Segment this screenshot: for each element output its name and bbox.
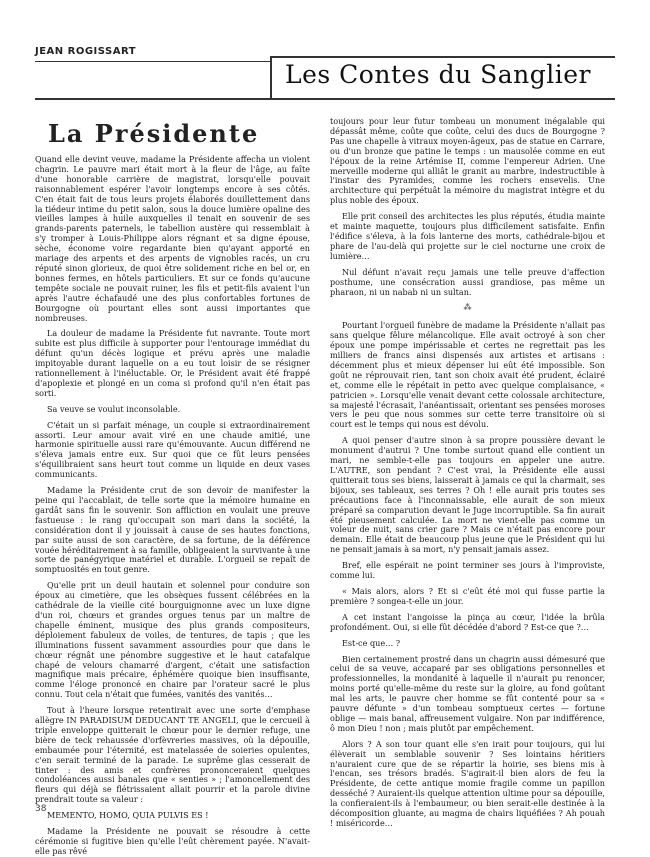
- header-rule: [35, 61, 270, 62]
- paragraph: Sa veuve se voulut inconsolable.: [47, 403, 181, 414]
- paragraph: « Mais alors, alors ? Et si c'eût été moi qui fusse partie la première ? songea-t-elle un jour.: [330, 585, 605, 606]
- paragraph: Tout à l'heure lorsque retentirait avec une sorte d'emphase allègre IN PARADISUM DEDUCANT TE ANGELI, que le cercueil à triple enveloppe quitterait le chœur pour le dernier refuge, une bière de teck rehaussée d'orfèvreries massives, où la dépouille, embaumée pour l'éternité, est matelassée de soieries opulentes, c'en serait terminé de la parade. Le suprême glas cesserait de tinter : des amis et confrères prononceraient quelques condoléances aussi banales que « senties » ; l'amoncellement des fleurs qui déjà se flétrissaient allait pourrir et la parole divine prendrait toute sa valeur :: [35, 705, 310, 805]
- paragraph: Est-ce que… ?: [342, 637, 401, 648]
- paragraph: La douleur de madame la Présidente fut navrante. Toute mort subite est plus difficile à supporter pour l'entourage immédiat du défunt qu'un décès logique et prévu après une maladie impitoyable durant laquelle on a eu tout loisir de se résigner rationnellement à l'inéluctable. Or, le Président avait été frappé d'apoplexie et plongé en un coma si profond qu'il n'en était pas sorti.: [35, 328, 310, 398]
- paragraph: C'était un si parfait ménage, un couple si extraordinairement assorti. Leur amour avait viré en une chaude amitié, une harmonie spirituelle aussi rare qu'émouvante. Aucun différend ne s'éleva jamais entre eux. Sur quoi que ce fût leurs pensées s'équilibraient sans heurt tout comme un liquide en deux vases communicants.: [35, 419, 310, 480]
- paragraph: Bref, elle espérait ne point terminer ses jours à l'improviste, comme lui.: [330, 560, 605, 581]
- story-title: La Présidente: [48, 119, 260, 148]
- section-ornament: ⁂: [463, 303, 472, 313]
- paragraph: A quoi penser d'autre sinon à sa propre poussière devant le monument d'autrui ? Une tombe surtout quand elle contient un mari, ne semble-t-elle pas toujours en appeler une autre. L'AUTRE, son pendant ? C'est vrai, la Présidente elle aussi quitterait tous ses biens, laisserait à jamais ce qui la charmait, ses bijoux, ses tableaux, ses terres ? Oh ! elle aurait pris toutes ses précautions face à l'inconnaissable, elle aurait de son mieux préparé sa comparution devant le Juge incorruptible. Sa fin aurait été pieusement calculée. La mort ne vient-elle pas comme un voleur de nuit, sans crier gare ? Mais ce n'était pas encore pour demain. Elle était de beaucoup plus jeune que le Président qui lui ne pensait jamais à sa mort, n'y pensait jamais assez.: [330, 435, 605, 555]
- paragraph: Nul défunt n'avait reçu jamais une telle preuve d'affection posthume, une consécration aussi grandiose, pas même un pharaon, ni un nabab ni un sultan.: [330, 266, 605, 297]
- paragraph: Qu'elle prit un deuil hautain et solennel pour conduire son époux au cimetière, que les obsèques fussent célébrées en la cathédrale de la vieille cité bourguignonne avec un luxe digne d'un roi, chœurs et grandes orgues tenus par un maître de chapelle éminent, musique des plus grands compositeurs, déploiement fabuleux de voiles, de tentures, de tapis ; que les illuminations fussent savamment assourdies pour que dans le chœur régnât une pénombre suggestive et le haut catafalque chapé de velours chamarré d'argent, c'était une satisfaction magnifique mais précaire, éphémère quoique bien insuffisante, comme l'éloge prononcé en chaire par l'orateur sacré le plus connu. Tout cela n'était que fumées, vanités des vanités…: [35, 580, 310, 700]
- author-name: JEAN ROGISSART: [35, 46, 137, 57]
- paragraph: Quand elle devint veuve, madame la Présidente affecha un violent chagrin. Le pauvre mari était mort à la fleur de l'âge, au faîte d'une honorable carrière de magistrat, lorsqu'elle pouvait raisonnablement espérer l'avoir longtemps encore à ses côtés. C'en était fait de tous leurs projets élaborés douillettement dans la tiédeur intime du petit salon, sous la douce lumière opaline des vieilles lampes à huile auxquelles il tenait en souvenir de ses grands-parents paternels, le tabellion austère qui ressemblait à s'y tromper à Louis-Philippe alors régnant et sa digne épouse, sèche, économe voire regardante bien qu'ayant apporté en mariage des arpents et des arpents de vignobles racés, un cru réputé sinon glorieux, de quoi être solidement riche en bel or, en bonnes fermes, en hôtels particuliers. Et sur ce fonds qu'aucune tempête sociale ne pouvait ruiner, les fils et petit-fils avaient l'un après l'autre échafaudé une des plus confortables fortunes de Bourgogne où pourtant elles sont aussi importantes que nombreuses.: [35, 154, 310, 323]
- paragraph: Madame la Présidente crut de son devoir de manifester la peine qui l'accablait, de telle sorte que la mémoire humaine en gardât sans fin le souvenir. Son affliction en voulait une preuve fastueuse : le rang qu'occupait son mari dans la société, la considération dont il y jouissait à cause de ses hautes fonctions, par suite aussi de son caractère, de sa fortune, de la déférence vouée héréditairement à sa famille, obligeaient la survivante à une sorte de panégyrique matériel et durable. L'orgueil se repaît de somptuosités en tout genre.: [35, 485, 310, 575]
- series-title: Les Contes du Sanglier: [285, 60, 591, 89]
- paragraph: Bien certainement prostré dans un chagrin aussi démesuré que celui de sa veuve, accaparé par ses obligations personnelles et professionnelles, la mondanité à laquelle il n'aurait pu renoncer, moins porté qu'elle-même du reste sur la gloire, au fond goûtant mal les arts, le pauvre cher homme se fût contenté pour sa « pauvre défunte » d'un tombeau somptueux certes — fortune oblige — mais banal, affreusement vulgaire. Non par indifférence, ô mon Dieu ! non ; mais plutôt par empêchement.: [330, 653, 605, 733]
- paragraph: Madame la Présidente ne pouvait se résoudre à cette cérémonie si fugitive bien qu'elle l'eût chèrement payée. N'avait-elle pas rêvé: [35, 826, 310, 856]
- paragraph: Alors ? A son tour quant elle s'en irait pour toujours, qui lui élèverait un semblable souvenir ? Ses lointains héritiers n'auraient cure que de se répartir la hoirie, ses biens mis à l'encan, ses trésors bradés. S'agirait-il bien alors de feu la Présidente, de cette antique momie fragile comme un papillon desséché ? Auraient-ils quelque attention ultime pour sa dépouille, la confieraient-ils à l'embaumeur, ou bien serait-elle destinée à la décomposition gluante, au magma de chairs liquéfiées ? Ah pouah ! miséricorde…: [330, 738, 605, 828]
- right-column: [330, 116, 605, 828]
- paragraph: Pourtant l'orgueil funèbre de madame la Présidente n'allait pas sans quelque fêlure mélancolique. Elle avait octroyé à son cher époux une pompe impérissable et certes ne regrettait pas les milliers de francs ainsi dispensés aux artistes et artisans : décemment plus et mieux dépenser lui eût été impossible. Son goût ne réprouvait rien, tant son choix avait été prudent, éclairé et, comme elle le répétait in petto avec quelque complaisance, « patricien ». Lorsqu'elle venait devant cette colossale architecture, sa majesté l'écrasait, l'anéantissait, orientant ses pensées moroses vers le peu que nous sommes sur cette terre transitoire où si court est le temps qui nous est dévolu.: [330, 320, 605, 430]
- paragraph: Elle prit conseil des architectes les plus réputés, étudia mainte et mainte maquette, toujours plus difficilement satisfaite. Enfin l'édifice s'éleva, à la fois lanterne des morts, cathédrale-bijou et phare de l'au-delà qui projette sur le ciel nocturne une croix de lumière…: [330, 211, 605, 261]
- paragraph: toujours pour leur futur tombeau un monument inégalable qui dépassât même, coûte que coûte, celui des ducs de Bourgogne ? Pas une chapelle à vitraux moyen-âgeux, pas de statue en Carrare, ou d'un bronze que patine le temps : un mausolée comme en eut l'époux de la reine Artémise II, comme l'empereur Adrien. Une merveille moderne qui alliât le granit au marbre, indestructible à l'instar des Pyramides, comme les rochers ensevelis. Une architecture qui perpétuât la mémoire du magistrat intègre et du plus noble des époux.: [330, 116, 605, 206]
- header-rule-lower: [35, 98, 270, 100]
- paragraph: MEMENTO, HOMO, QUIA PULVIS ES !: [47, 810, 209, 821]
- page-number: 38: [35, 804, 47, 814]
- paragraph: A cet instant l'angoisse la pinça au cœur, l'idée la brûla profondément. Oui, si elle fût décédée d'abord ? Est-ce que ?…: [330, 611, 605, 632]
